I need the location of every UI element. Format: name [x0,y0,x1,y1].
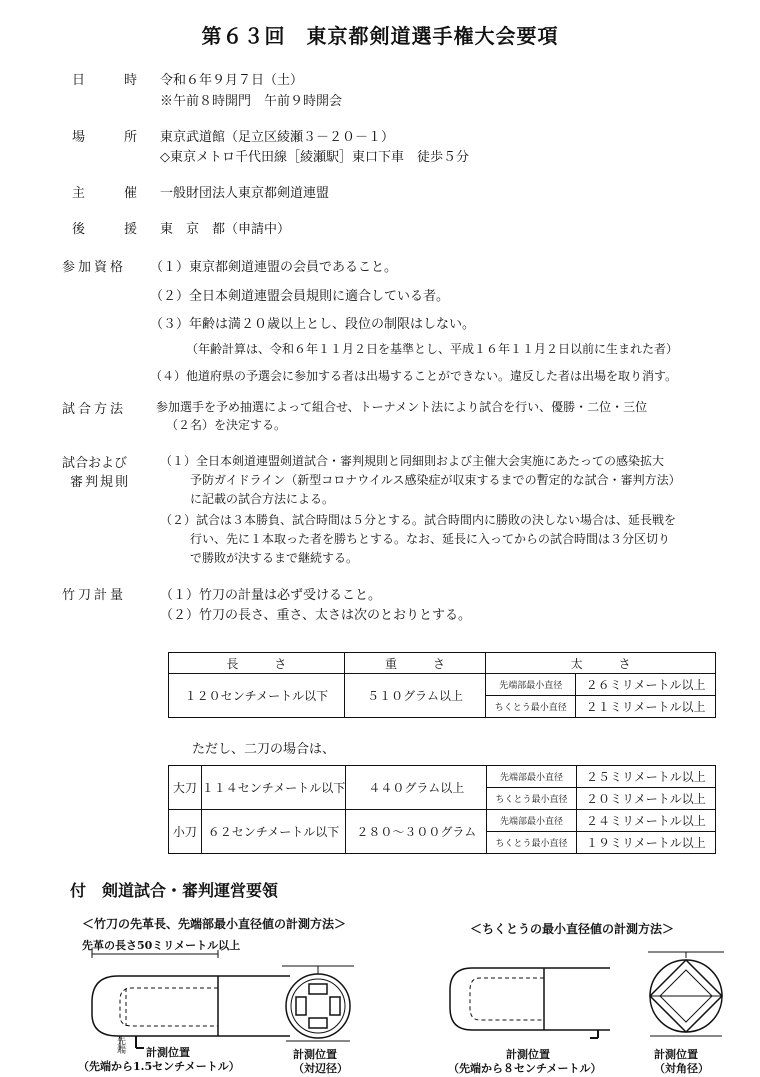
tip-cross-section-diagram [276,962,360,1046]
thickness-value-cell: １９ミリメートル以上 [576,832,715,854]
length-cell: １２０センチメートル以下 [169,674,345,718]
match-method-label: 試合方法 [62,402,127,417]
rules-text: で勝敗が決するまで継続する。 [190,551,359,565]
eligibility-item: （２）全日本剣道連盟会員規則に適合している者。 [150,289,450,304]
appendix-title: 付 剣道試合・審判運営要領 [70,881,279,900]
host-value: 一般財団法人東京都剣道連盟 [160,186,330,201]
thickness-part-cell: ちくとう最小直径 [487,832,576,854]
shinai-tip-diagram [60,950,290,1050]
thickness-part-cell: 先端部最小直径 [486,674,576,696]
thickness-value-cell: ２４ミリメートル以上 [576,810,715,832]
date-note: ※午前８時開門 午前９時開会 [160,94,343,109]
match-method-text: 参加選手を予め抽選によって組合せ、トーナメント法により試合を行い、優勝・二位・三位 [156,400,648,414]
tip-label: 先端 [115,1036,125,1054]
date-label: 日 時 [72,73,138,88]
rules-label: 審判規則 [70,475,131,490]
rules-text: （１）全日本剣道連盟剣道試合・審判規則と同細則および主催大会実施にあたっての感染拡大 [160,454,665,468]
support-label: 後 援 [72,222,138,237]
nito-note: ただし、二刀の場合は、 [192,742,336,757]
column-header-weight: 重 さ [344,653,486,674]
place-label: 場 所 [72,130,138,145]
eligibility-item: （１）東京都剣道連盟の会員であること。 [150,260,398,275]
eligibility-label: 参加資格 [62,260,127,275]
shinai-text: （１）竹刀の計量は必ず受けること。 [160,588,382,603]
chikuto-cross-section-sub: （対角径） [654,1062,709,1075]
eligibility-item: （４）他道府県の予選会に参加する者は出場することができない。違反した者は出場を取り消す。 [150,369,678,383]
eligibility-age-note: （年齢計算は、令和６年１１月２日を基準とし、平成１６年１１月２日以前に生まれた者） [186,342,679,356]
rules-text: 予防ガイドライン（新型コロナウイルス感染症が収束するまでの暫定的な試合・審判方法） [190,473,681,487]
date-value: 令和６年９月７日（土） [160,73,304,88]
place-access: ◇東京メトロ千代田線［綾瀬駅］東口下車 徒歩５分 [160,150,469,165]
match-method-text: （２名）を決定する。 [166,418,287,432]
shinai-text: （２）竹刀の長さ、重さ、太さは次のとおりとする。 [160,608,471,623]
weight-cell: ５１０グラム以上 [344,674,486,718]
cross-section-label: 計測位置 [293,1048,337,1061]
chikuto-measure-label: 計測位置 [506,1048,550,1061]
chikuto-diagram [440,960,610,1040]
thickness-part-cell: ちくとう最小直径 [486,696,576,718]
weight-cell: ２８０～３００グラム [346,810,487,854]
nito-spec-table [168,765,716,854]
column-header-thickness: 太 さ [486,653,716,674]
thickness-part-cell: ちくとう最小直径 [487,788,576,810]
chikuto-measure-sub: （先端から８センチメートル） [448,1062,602,1075]
rules-label: 試合および [62,456,128,471]
diagram-right-heading: ＜ちくとうの最小直径値の計測方法＞ [470,922,675,936]
thickness-part-cell: 先端部最小直径 [487,766,576,788]
chikuto-cross-section-label: 計測位置 [654,1048,698,1061]
thickness-value-cell: ２６ミリメートル以上 [576,674,716,696]
cross-section-sub: （対辺径） [293,1062,348,1075]
tip-length-note: 先革の長さ50ミリメートル以上 [82,939,241,952]
chikuto-cross-section-diagram [640,948,732,1040]
shinai-label: 竹刀計量 [62,588,127,603]
column-header-length: 長 さ [169,653,345,674]
shinai-spec-table [168,652,716,718]
length-cell: ６２センチメートル以下 [201,810,346,854]
support-value: 東 京 都（申請中） [160,222,291,237]
rules-text: 行い、先に１本取った者を勝ちとする。なお、延長に入ってからの試合時間は３分区切り [190,532,671,546]
rules-text: に記載の試合方法による。 [190,492,335,506]
eligibility-item: （３）年齢は満２０歳以上とし、段位の制限はしない。 [150,317,476,332]
measure-pos-sub: （先端から1.5センチメートル） [78,1060,240,1073]
thickness-part-cell: 先端部最小直径 [487,810,576,832]
length-cell: １１４センチメートル以下 [201,766,346,810]
thickness-value-cell: ２５ミリメートル以上 [576,766,715,788]
measure-pos-label: 計測位置 [146,1046,190,1059]
sword-cell: 大刀 [169,766,202,810]
thickness-value-cell: ２０ミリメートル以上 [576,788,715,810]
page-title: 第６３回 東京都剣道選手権大会要項 [201,24,559,48]
diagram-left-heading: ＜竹刀の先革長、先端部最小直径値の計測方法＞ [82,917,347,931]
place-value: 東京武道館（足立区綾瀬３－２０－１） [160,130,395,145]
host-label: 主 催 [72,186,138,201]
weight-cell: ４４０グラム以上 [346,766,487,810]
thickness-value-cell: ２１ミリメートル以上 [576,696,716,718]
rules-text: （２）試合は３本勝負、試合時間は５分とする。試合時間内に勝敗の決しない場合は、延長戦を [160,513,677,527]
sword-cell: 小刀 [169,810,202,854]
